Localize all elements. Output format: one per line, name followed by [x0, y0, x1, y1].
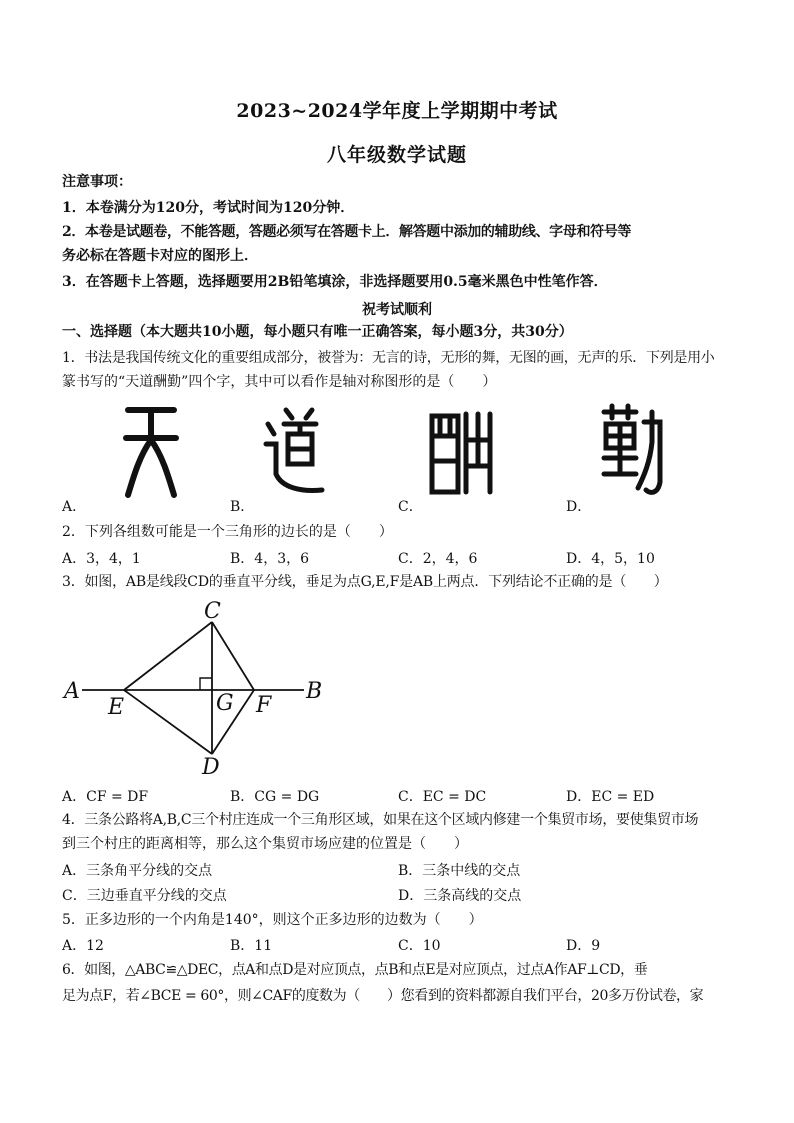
segment-ed — [124, 690, 212, 754]
q3-option-b: B．CG = DG — [230, 789, 320, 805]
seal-glyph-qin-icon — [598, 402, 668, 500]
q2-option-b: B．4，3，6 — [230, 551, 310, 567]
notice-item-2: 2．本卷是试题卷，不能答题，答题必须写在答题卡上．解答题中添加的辅助线、字母和符号等 — [62, 224, 632, 240]
q4-option-b: B．三条中线的交点 — [398, 863, 521, 879]
q1-option-d: D． — [566, 499, 592, 515]
notice-item-1: 1．本卷满分为120分，考试时间为120分钟． — [62, 200, 355, 216]
segment-fc — [212, 622, 254, 690]
q3-geometry-figure — [60, 598, 340, 780]
q4-stem-line2: 到三个村庄的距离相等，那么这个集贸市场应建的位置是（ ） — [62, 836, 468, 852]
label-g: G — [216, 691, 234, 716]
q4-option-d: D．三条高线的交点 — [398, 888, 522, 904]
seal-glyph-tian-icon — [118, 400, 184, 500]
label-d: D — [202, 755, 220, 780]
seal-glyph-chou-icon — [428, 406, 494, 500]
section-heading: 一、选择题（本大题共10小题，每小题只有唯一正确答案，每小题3分，共30分） — [62, 324, 573, 340]
q4-option-c: C．三边垂直平分线的交点 — [62, 888, 227, 904]
label-c: C — [204, 599, 221, 624]
q6-stem-line2: 足为点F，若∠BCE = 60°，则∠CAF的度数为（ ）您看到的资料都源自我们平台，20多万份试卷，家 — [62, 988, 704, 1004]
segment-ec — [124, 622, 212, 690]
q5-stem: 5．正多边形的一个内角是140°，则这个正多边形的边数为（ ） — [62, 912, 483, 928]
q3-option-c: C．EC = DC — [398, 789, 487, 805]
q2-option-a: A．3，4，1 — [62, 551, 141, 567]
q1-stem-line1: 1．书法是我国传统文化的重要组成部分，被誉为：无言的诗，无形的舞，无图的画，无声的乐．下列是用小 — [62, 350, 715, 366]
label-a: A — [64, 679, 80, 704]
label-f: F — [256, 693, 272, 718]
seal-glyph-dao-icon — [262, 404, 328, 500]
q3-option-a: A．CF = DF — [62, 789, 149, 805]
exam-subtitle: 八年级数学试题 — [326, 144, 467, 166]
q1-option-b: B． — [230, 499, 255, 515]
q5-option-b: B．11 — [230, 938, 273, 954]
q6-stem-line1: 6．如图，△ABC≌△DEC，点A和点D是对应顶点，点B和点E是对应顶点，过点A作AF⊥CD，垂 — [62, 962, 648, 978]
q5-option-a: A．12 — [62, 938, 104, 954]
q5-option-c: C．10 — [398, 938, 441, 954]
q2-stem: 2．下列各组数可能是一个三角形的边长的是（ ） — [62, 524, 393, 540]
exam-title: 2023~2024学年度上学期期中考试 — [236, 100, 558, 122]
notice-item-2-cont: 务必标在答题卡对应的图形上． — [62, 248, 258, 264]
q4-option-a: A．三条角平分线的交点 — [62, 863, 213, 879]
label-e: E — [108, 695, 125, 720]
right-angle-mark — [200, 678, 212, 690]
q3-stem: 3．如图，AB是线段CD的垂直平分线，垂足为点G,E,F是AB上两点．下列结论不正确的是（ ） — [62, 574, 668, 590]
q1-option-a: A． — [62, 499, 87, 515]
q2-option-d: D．4，5，10 — [566, 551, 655, 567]
q2-option-c: C．2，4，6 — [398, 551, 478, 567]
q3-option-d: D．EC = ED — [566, 789, 655, 805]
label-b: B — [306, 679, 323, 704]
good-luck-text: 祝考试顺利 — [362, 302, 432, 318]
q1-option-c: C． — [398, 499, 423, 515]
q5-option-d: D．9 — [566, 938, 601, 954]
q1-stem-line2: 篆书写的“天道酬勤”四个字，其中可以看作是轴对称图形的是（ ） — [62, 374, 497, 390]
q4-stem-line1: 4．三条公路将A,B,C三个村庄连成一个三角形区域，如果在这个区域内修建一个集贸市场，要使集贸市场 — [62, 812, 699, 828]
notice-heading: 注意事项： — [62, 174, 132, 190]
notice-item-3: 3．在答题卡上答题，选择题要用2B铅笔填涂，非选择题要用0.5毫米黑色中性笔作答． — [62, 274, 608, 290]
